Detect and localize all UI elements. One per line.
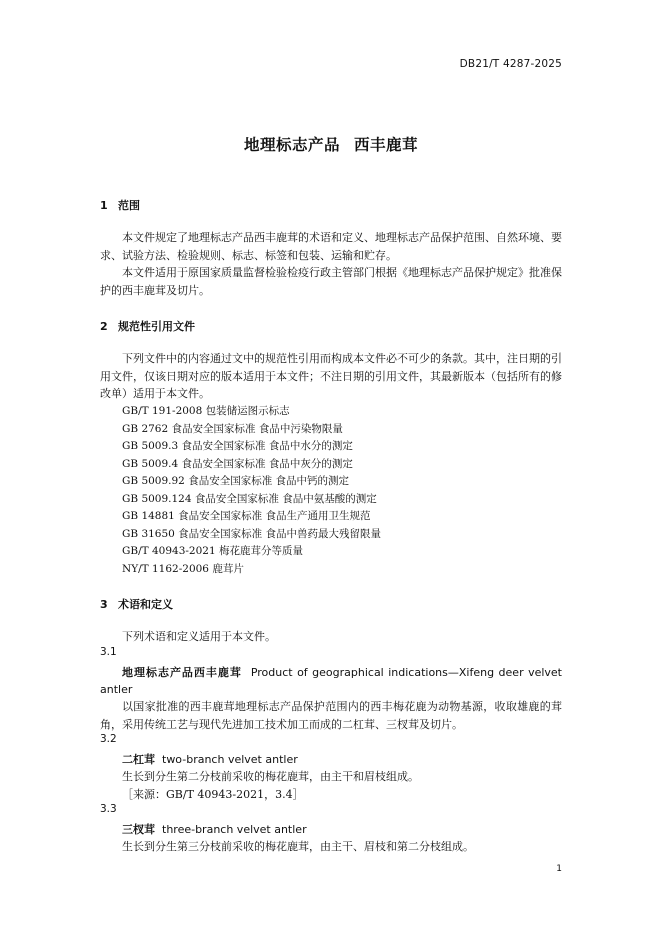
ref-item: GB 31650 食品安全国家标准 食品中兽药最大残留限量 bbox=[122, 527, 382, 540]
title-part-2: 西丰鹿茸 bbox=[354, 136, 419, 154]
term-3-2-zh: 二杠茸 bbox=[122, 753, 155, 766]
ref-item: NY/T 1162-2006 鹿茸片 bbox=[122, 562, 244, 575]
ref-item: GB 5009.92 食品安全国家标准 食品中钙的测定 bbox=[122, 475, 350, 487]
section-1-heading bbox=[100, 197, 140, 213]
term-3-1-zh: 地理标志产品西丰鹿茸 bbox=[122, 666, 242, 679]
ref-item: GB/T 191-2008 包装储运图示标志 bbox=[122, 405, 290, 417]
section-1-number: 1 bbox=[100, 199, 108, 212]
term-3-3-definition: 生长到分生第三分枝前采收的梅花鹿茸，由主干、眉枝和第二分枝组成。 bbox=[122, 840, 474, 853]
term-3-3-heading bbox=[100, 821, 562, 838]
document-code: DB21/T 4287-2025 bbox=[459, 58, 562, 70]
ref-item: GB 5009.4 食品安全国家标准 食品中灰分的测定 bbox=[122, 457, 353, 470]
term-3-3-zh: 三杈茸 bbox=[122, 823, 155, 836]
term-3-1-en: Product of geographical indications—Xifeng deer velvet antler bbox=[100, 666, 562, 696]
term-3-3-number: 3.3 bbox=[100, 803, 117, 815]
title-part-1: 地理标志产品 bbox=[243, 136, 340, 154]
section-2-number: 2 bbox=[100, 320, 108, 333]
term-3-1-definition: 以国家批准的西丰鹿茸地理标志产品保护范围内的西丰梅花鹿为动物基源，收取雄鹿的茸角，采用传统工艺与现代先进加工技术加工而成的二杠茸、三杈茸及切片。 bbox=[100, 700, 562, 731]
ref-item: GB/T 40943-2021 梅花鹿茸分等质量 bbox=[122, 545, 303, 557]
term-3-2-number: 3.2 bbox=[100, 733, 117, 745]
term-3-1-number: 3.1 bbox=[100, 646, 117, 658]
ref-item: GB 5009.3 食品安全国家标准 食品中水分的测定 bbox=[122, 440, 353, 452]
page-title bbox=[0, 133, 662, 155]
ref-item: GB 2762 食品安全国家标准 食品中污染物限量 bbox=[122, 422, 343, 435]
section-2-heading bbox=[100, 318, 195, 334]
section-3-number: 3 bbox=[100, 598, 108, 611]
term-3-3-en: three-branch velvet antler bbox=[162, 823, 307, 836]
section-2-title: 规范性引用文件 bbox=[118, 320, 195, 333]
scope-paragraph-1: 本文件规定了地理标志产品西丰鹿茸的术语和定义、地理标志产品保护范围、自然环境、要求、试验方法、检验规则、标志、标签和包装、运输和贮存。 bbox=[100, 231, 562, 262]
scope-paragraph-2: 本文件适用于原国家质量监督检验检疫行政主管部门根据《地理标志产品保护规定》批准保护的西丰鹿茸及切片。 bbox=[100, 266, 562, 297]
ref-item: GB 5009.124 食品安全国家标准 食品中氨基酸的测定 bbox=[122, 492, 377, 505]
term-3-2-en: two-branch velvet antler bbox=[162, 753, 298, 766]
term-3-1-heading bbox=[100, 664, 562, 698]
page-number: 1 bbox=[556, 864, 562, 874]
section-3-heading bbox=[100, 596, 173, 612]
term-3-2-source: ［来源：GB/T 40943-2021，3.4］ bbox=[122, 788, 304, 801]
section-1-title: 范围 bbox=[118, 199, 140, 212]
term-3-2-definition: 生长到分生第二分枝前采收的梅花鹿茸，由主干和眉枝组成。 bbox=[122, 770, 419, 783]
refs-intro: 下列文件中的内容通过文中的规范性引用而构成本文件必不可少的条款。其中，注日期的引用文件，仅该日期对应的版本适用于本文件；不注日期的引用文件，其最新版本（包括所有的修改单）适用于本文件。 bbox=[100, 352, 562, 400]
terms-intro: 下列术语和定义适用于本文件。 bbox=[122, 630, 276, 643]
term-3-2-heading bbox=[100, 751, 562, 768]
ref-item: GB 14881 食品安全国家标准 食品生产通用卫生规范 bbox=[122, 510, 371, 522]
section-3-title: 术语和定义 bbox=[118, 598, 173, 611]
